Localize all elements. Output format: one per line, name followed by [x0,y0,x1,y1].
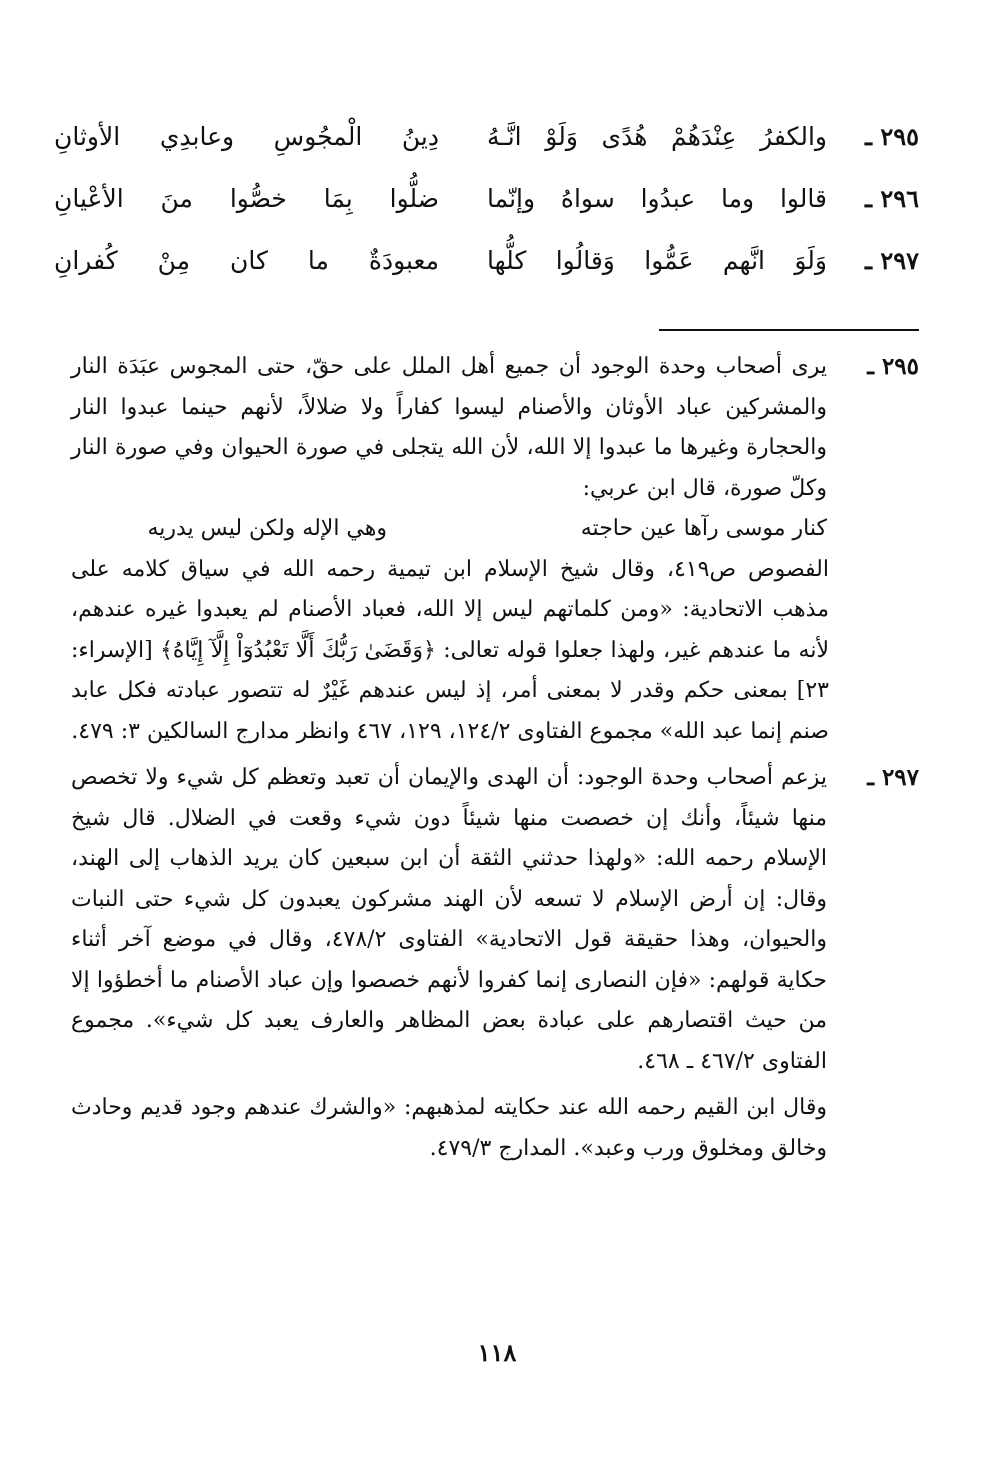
note-body [71,347,830,752]
verse-first-half: والكفرُ عِنْدَهُمْ هُدًى وَلَوْ انَّـهُ [487,122,827,151]
verse-second-half: معبودَةٌ ما كان مِنْ كُفرانِ [54,246,439,275]
quoted-verse [71,509,827,550]
verse-number: ٢٩٥ ـ [864,122,919,151]
verse-number: ٢٩٦ ـ [864,184,919,213]
verse-second-half: ضلُّوا بِمَا خصُّوا منَ الأعْيانِ [54,184,439,213]
note-297 [71,758,919,1169]
quoted-verse-first: كنار موسى رآها عين حاجته [580,516,827,541]
note-body [71,758,827,1169]
note-paragraph: الفصوص ص٤١٩، وقال شيخ الإسلام ابن تيمية رحمه الله في سياق كلامه على مذهب الاتحادية: «ومن كلماتهم ليس إلا الله، فعباد الأصنام لم يعبدوا غيره عندهم، لأنه ما عندهم غير، ولهذا جعلوا قوله تعالى: ﴿وَقَضَىٰ رَبُّكَ أَلَّا تَعْبُدُوٓاْ إِلَّآ إِيَّاهُ﴾ [الإسراء: ٢٣] بمعنى حكم وقدر لا بمعنى أمر، إذ ليس عندهم غَيْرٌ له تتصور عبادته فكل عابد صنم إنما عبد الله» مجموع الفتاوى ١٢٤/٢، ١٢٩، ٤٦٧ وانظر مدارج السالكين ٣: ٤٧٩. [71,556,830,744]
note-paragraph: وقال ابن القيم رحمه الله عند حكايته لمذهبهم: «والشرك عندهم وجود قديم وحادث وخالق ومخلوق ورب وعبد». المدارج ٤٧٩/٣. [71,1095,827,1161]
note-number: ٢٩٧ ـ [867,764,919,791]
note-paragraph: يزعم أصحاب وحدة الوجود: أن الهدى والإيمان أن تعبد وتعظم كل شيء ولا تخصص منها شيئاً، وأنك إن خصصت منها شيئاً دون شيء وقعت في الضلال. قال شيخ الإسلام رحمه الله: «ولهذا حدثني الثقة أن ابن سبعين كان يريد الذهاب إلى الهند، وقال: إن أرض الإسلام لا تسعه لأن الهند مشركون يعبدون كل شيء حتى النبات والحيوان، وهذا حقيقة قول الاتحادية» الفتاوى ٤٧٨/٢، وقال في موضع آخر أثناء حكاية قولهم: «فإن النصارى إنما كفروا لأنهم خصصوا وإن عباد الأصنام ما أخطؤوا إلا من حيث اقتصارهم على عبادة بعض المظاهر والعارف يعبد كل شيء». مجموع الفتاوى ٤٦٧/٢ ـ ٤٦٨. [71,765,827,1074]
footnote-separator [659,329,919,331]
page-number: ١١٨ [477,1338,517,1367]
note-paragraph: يرى أصحاب وحدة الوجود أن جميع أهل الملل على حقّ، حتى المجوس عبَدَة النار والمشركين عباد الأوثان والأصنام ليسوا كفاراً ولا ضلالاً، لأنهم حينما عبدوا النار والحجارة وغيرها ما عبدوا إلا الله، لأن الله يتجلى في صورة الحيوان وفي صورة النار وكلّ صورة، قال ابن عربي: [71,354,827,501]
verse-second-half: دِينُ الْمجُوسِ وعابدِي الأوثانِ [54,122,439,151]
verse-first-half: قالوا وما عبدُوا سواهُ وإنّما [487,184,827,213]
poem-block [49,118,919,304]
verse-number: ٢٩٧ ـ [864,246,919,275]
verse-296 [49,180,919,242]
verse-295 [49,118,919,180]
verse-first-half: وَلَوَ انَّهم عَمُّوا وَقالُوا كلُّها [487,246,827,275]
verse-297 [49,242,919,304]
note-number: ٢٩٥ ـ [867,353,919,380]
quoted-verse-second: وهي الإله ولكن ليس يدريه [147,516,387,541]
notes-block [71,347,919,1175]
note-295 [71,347,919,752]
